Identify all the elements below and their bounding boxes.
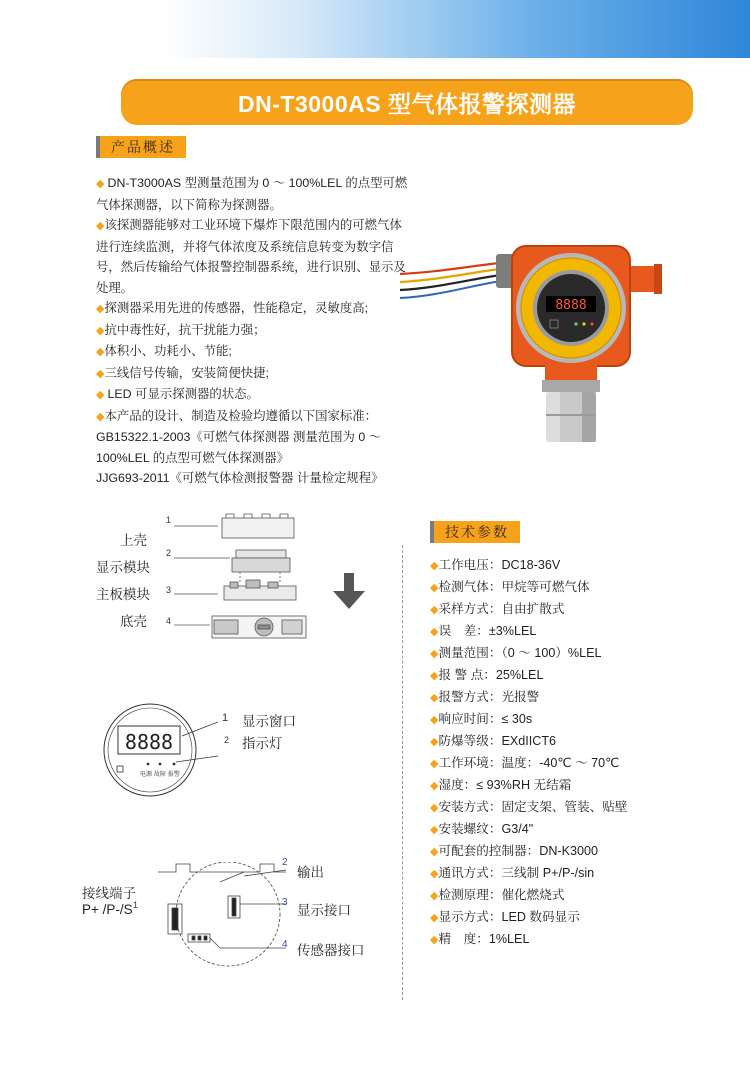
- spec-item: ◆检测原理：催化燃烧式: [430, 888, 565, 902]
- spec-item: ◆误 差：±3%LEL: [430, 624, 537, 638]
- diamond-bullet-icon: ◆: [430, 626, 439, 638]
- wiring-num-3: 3: [282, 897, 288, 908]
- diamond-bullet-icon: ◆: [96, 220, 105, 232]
- diamond-bullet-icon: ◆: [430, 648, 439, 660]
- diamond-bullet-icon: ◆: [430, 714, 439, 726]
- spec-item: ◆检测气体：甲烷等可燃气体: [430, 580, 590, 594]
- display-front-diagram: [98, 700, 218, 800]
- diamond-bullet-icon: ◆: [430, 736, 439, 748]
- spec-item: ◆报警方式：光报警: [430, 690, 540, 704]
- overview-paragraph: ◆本产品的设计、制造及检验均遵循以下国家标准：GB15322.1-2003《可燃气体探测器 测量范围为 0 ～ 100%LEL 的点型可燃气体探测器》: [96, 408, 382, 465]
- spec-item: ◆安装方式：固定支架、管装、贴壁: [430, 800, 628, 814]
- sensor-interface-label: 传感器接口: [297, 943, 365, 958]
- overview-paragraph: ◆探测器采用先进的传感器，性能稳定，灵敏度高;: [96, 301, 369, 315]
- display-num-1: 1: [222, 712, 229, 724]
- spec-item: ◆湿度：≤ 93%RH 无结霜: [430, 778, 572, 792]
- diamond-bullet-icon: ◆: [430, 824, 439, 836]
- exploded-num-1: 1: [166, 515, 172, 525]
- wiring-diagram: [148, 862, 288, 972]
- wiring-num-4: 4: [282, 939, 288, 950]
- spec-item: ◆测量范围：（0 ～ 100）%LEL: [430, 646, 602, 660]
- diamond-bullet-icon: ◆: [96, 178, 108, 190]
- spec-item: ◆报 警 点：25%LEL: [430, 668, 544, 682]
- diamond-bullet-icon: ◆: [430, 692, 439, 704]
- spec-item: ◆防爆等级：EXdIICT6: [430, 734, 557, 748]
- display-num-2: 2: [224, 735, 230, 745]
- arrow-down-icon: [329, 571, 369, 611]
- wiring-num-2: 2: [282, 857, 288, 868]
- spec-item: ◆精 度：1%LEL: [430, 932, 530, 946]
- diamond-bullet-icon: ◆: [430, 582, 439, 594]
- top-gradient-band: [0, 0, 750, 58]
- diamond-bullet-icon: ◆: [430, 912, 439, 924]
- overview-text: [96, 173, 408, 489]
- diamond-bullet-icon: ◆: [430, 670, 439, 682]
- diamond-bullet-icon: ◆: [430, 868, 439, 880]
- terminal-signal-label: P+ /P-/S: [82, 902, 133, 917]
- overview-paragraph: JJG693-2011《可燃气体检测报警器 计量检定规程》: [96, 471, 384, 485]
- spec-item: ◆通讯方式：三线制 P+/P-/sin: [430, 866, 595, 880]
- spec-item: ◆安装螺纹：G3/4": [430, 822, 534, 836]
- diamond-bullet-icon: ◆: [430, 758, 439, 770]
- spec-item: ◆采样方式：自由扩散式: [430, 602, 565, 616]
- indicator-light-label: 指示灯: [242, 736, 283, 751]
- section-divider: [402, 545, 403, 1000]
- photo-display-digits: 8888: [555, 298, 587, 313]
- exploded-assembly-drawing: [160, 512, 310, 652]
- spec-item: ◆工作电压：DC18-36V: [430, 558, 561, 572]
- diamond-bullet-icon: ◆: [430, 846, 439, 858]
- diamond-bullet-icon: ◆: [430, 890, 439, 902]
- overview-tag: 产品概述: [96, 136, 186, 158]
- diamond-bullet-icon: ◆: [430, 802, 439, 814]
- exploded-num-4: 4: [166, 616, 172, 626]
- page-title: DN-T3000AS 型气体报警探测器: [238, 90, 576, 117]
- diamond-bullet-icon: ◆: [96, 389, 108, 401]
- exploded-num-3: 3: [166, 585, 172, 595]
- spec-item: ◆响应时间：≤ 30s: [430, 712, 533, 726]
- indicator-led-labels: 电源 故障 报警: [140, 771, 180, 778]
- product-photo: [400, 236, 700, 446]
- diamond-bullet-icon: ◆: [430, 604, 439, 616]
- display-interface-label: 显示接口: [297, 903, 351, 918]
- overview-paragraph: ◆ DN-T3000AS 型测量范围为 0 ～ 100%LEL 的点型可燃气体探测器，以下简称为探测器。: [96, 176, 408, 212]
- title-banner: [121, 79, 693, 125]
- exploded-num-2: 2: [166, 548, 172, 558]
- overview-paragraph: ◆ LED 可显示探测器的状态。: [96, 387, 259, 401]
- exploded-label-mainboard: 主板模块: [96, 587, 150, 602]
- overview-paragraph: ◆体积小、功耗小、节能;: [96, 344, 232, 358]
- exploded-label-bottom-shell: 底壳: [120, 614, 147, 629]
- display-window-label: 显示窗口: [242, 714, 296, 729]
- spec-item: ◆显示方式：LED 数码显示: [430, 910, 580, 924]
- diamond-bullet-icon: ◆: [96, 324, 105, 337]
- exploded-label-display-module: 显示模块: [96, 560, 150, 575]
- output-label: 输出: [297, 865, 324, 880]
- diamond-bullet-icon: ◆: [96, 367, 105, 380]
- exploded-label-top-shell: 上壳: [120, 533, 147, 548]
- specs-list: [430, 555, 730, 951]
- spec-item: ◆可配套的控制器：DN-K3000: [430, 844, 599, 858]
- diamond-bullet-icon: ◆: [96, 346, 105, 358]
- diamond-bullet-icon: ◆: [96, 410, 105, 423]
- overview-paragraph: ◆抗中毒性好，抗干扰能力强；: [96, 322, 266, 337]
- diamond-bullet-icon: ◆: [430, 560, 439, 572]
- terminal-num: 1: [133, 900, 139, 910]
- specs-tag: 技术参数: [430, 521, 520, 543]
- display-diagram-digits: 8888: [124, 730, 174, 754]
- diamond-bullet-icon: ◆: [96, 303, 105, 315]
- terminal-label: 接线端子: [82, 886, 136, 901]
- spec-item: ◆工作环境：温度：-40℃ ～ 70℃: [430, 756, 620, 770]
- diamond-bullet-icon: ◆: [430, 934, 439, 946]
- diamond-bullet-icon: ◆: [430, 780, 439, 792]
- overview-paragraph: ◆该探测器能够对工业环境下爆炸下限范围内的可燃气体进行连续监测，并将气体浓度及系统信息转变为数字信号，然后传输给气体报警控制器系统，进行识别、显示及处理。: [96, 218, 406, 295]
- overview-paragraph: ◆三线信号传输，安装简便快捷;: [96, 365, 269, 380]
